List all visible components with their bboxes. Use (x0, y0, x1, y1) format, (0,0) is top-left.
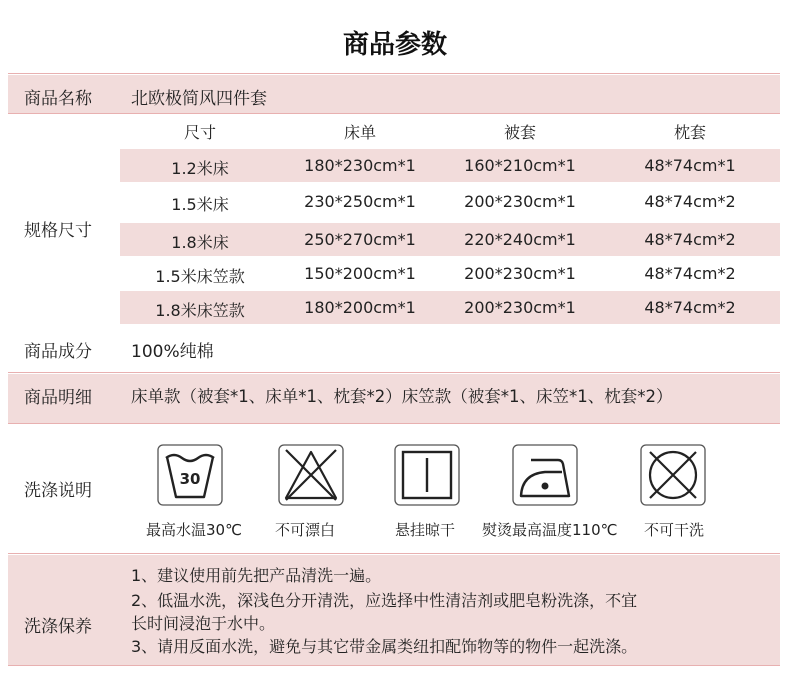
name-row (8, 75, 780, 113)
table-cell: 200*230cm*1 (464, 298, 576, 317)
table-cell: 250*270cm*1 (304, 230, 416, 249)
wash-caption: 不可干洗 (644, 521, 705, 539)
care-line: 长时间浸泡于水中。 (131, 614, 276, 633)
table-cell: 160*210cm*1 (464, 156, 576, 175)
table-cell: 1.8米床 (171, 233, 229, 252)
no-dry-clean-icon (640, 444, 706, 506)
wash-caption: 不可漂白 (275, 521, 336, 539)
divider (8, 553, 780, 554)
table-cell: 180*200cm*1 (304, 298, 416, 317)
table-cell: 1.5米床笠款 (155, 267, 245, 286)
table-cell: 1.2米床 (171, 159, 229, 178)
no-bleach-icon (278, 444, 344, 506)
wash-label: 洗涤说明 (24, 481, 92, 501)
care-line: 1、建议使用前先把产品清洗一遍。 (131, 566, 382, 585)
table-cell: 48*74cm*2 (644, 192, 736, 211)
table-cell: 1.5米床 (171, 195, 229, 214)
wash-caption: 熨烫最高温度110℃ (482, 521, 618, 539)
wash-temp-number: 30 (179, 470, 201, 488)
care-line: 2、低温水洗，深浅色分开清洗，应选择中性清洁剂或肥皂粉洗涤，不宜 (131, 591, 638, 610)
divider (8, 423, 780, 424)
name-value: 北欧极简风四件套 (131, 89, 267, 109)
table-cell: 48*74cm*2 (644, 298, 736, 317)
specs-header: 床单 (343, 123, 376, 142)
table-cell: 200*230cm*1 (464, 264, 576, 283)
specs-label: 规格尺寸 (24, 221, 92, 241)
details-value: 床单款（被套*1、床单*1、枕套*2）床笠款（被套*1、床笠*1、枕套*2） (131, 387, 673, 406)
table-cell: 48*74cm*2 (644, 230, 736, 249)
table-cell: 1.8米床笠款 (155, 301, 245, 320)
table-cell: 48*74cm*2 (644, 264, 736, 283)
care-line: 3、请用反面水洗，避免与其它带金属类纽扣配饰物等的物件一起洗涤。 (131, 637, 638, 656)
divider (8, 665, 780, 666)
hang-dry-icon (394, 444, 460, 506)
specs-header: 被套 (503, 123, 536, 142)
divider (8, 372, 780, 373)
iron-icon (512, 444, 578, 506)
material-label: 商品成分 (24, 342, 92, 362)
name-label: 商品名称 (24, 89, 92, 109)
table-cell: 230*250cm*1 (304, 192, 416, 211)
specs-header: 尺寸 (183, 123, 216, 142)
care-label: 洗涤保养 (24, 617, 92, 637)
wash-caption: 悬挂晾干 (395, 521, 456, 539)
table-cell: 48*74cm*1 (644, 156, 736, 175)
wash-30-icon (157, 444, 223, 506)
wash-caption: 最高水温30℃ (146, 521, 242, 539)
table-cell: 150*200cm*1 (304, 264, 416, 283)
table-cell: 180*230cm*1 (304, 156, 416, 175)
details-label: 商品明细 (24, 388, 92, 408)
divider (8, 73, 780, 74)
material-value: 100%纯棉 (131, 342, 214, 362)
specs-header: 枕套 (673, 123, 706, 142)
page-title: 商品参数 (342, 30, 447, 60)
table-cell: 220*240cm*1 (464, 230, 576, 249)
divider (8, 113, 780, 114)
table-cell: 200*230cm*1 (464, 192, 576, 211)
